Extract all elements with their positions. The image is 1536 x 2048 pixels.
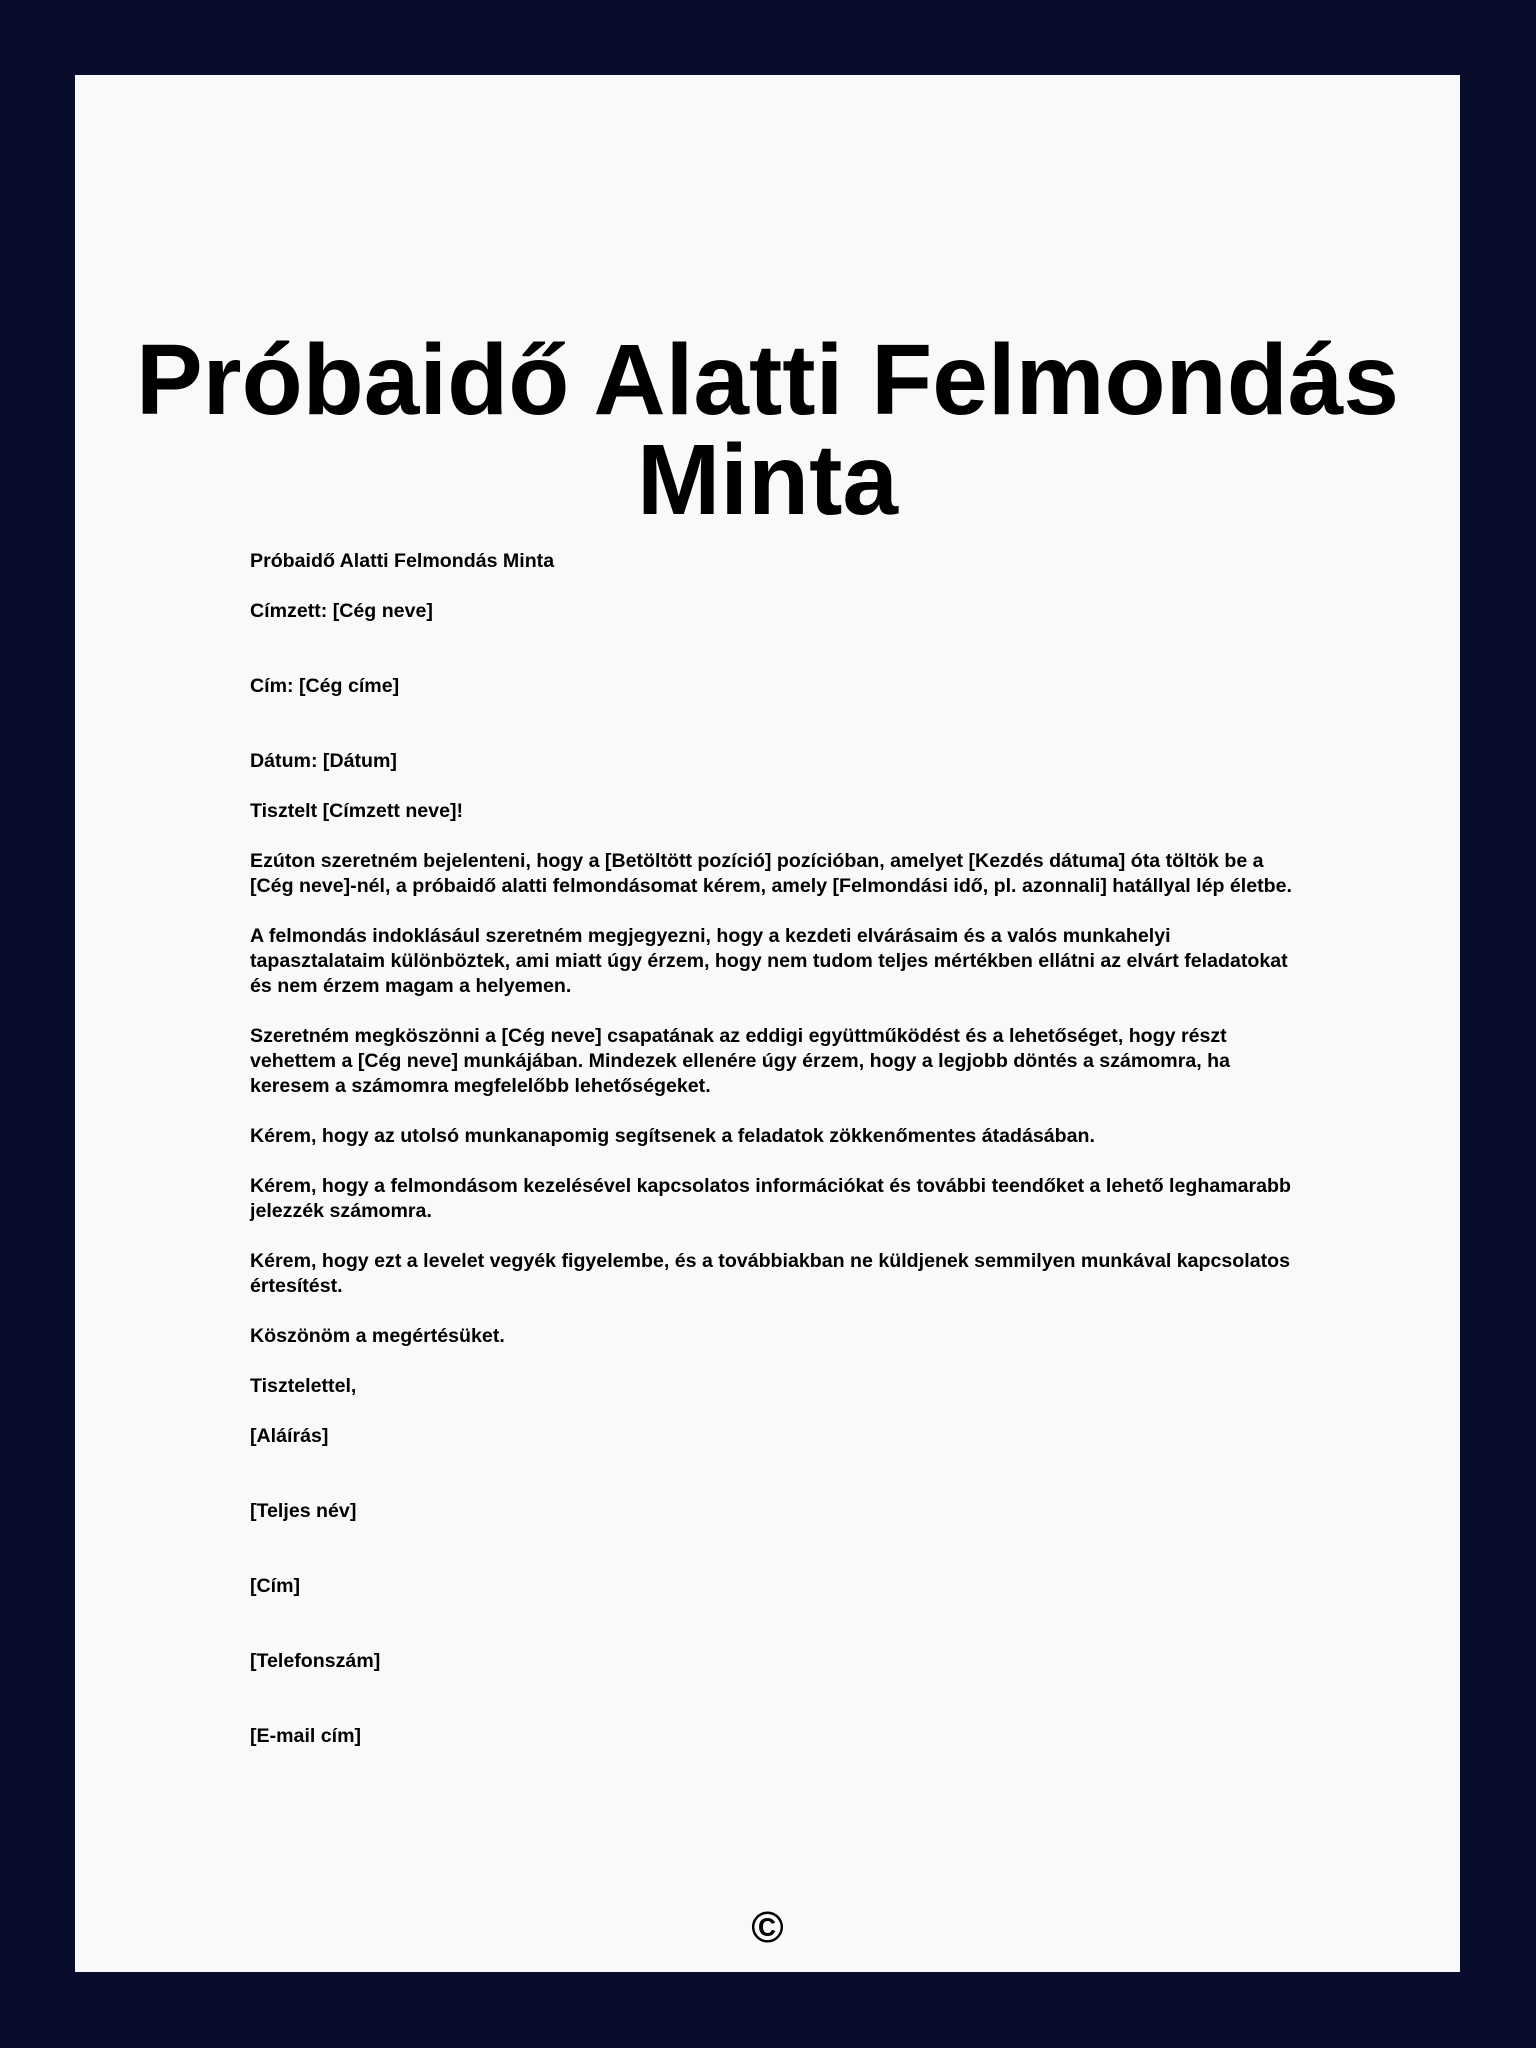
letter-paragraph: Köszönöm a megértésüket. [250, 1325, 505, 1347]
letter-paragraph: [Teljes név] [250, 1500, 357, 1522]
letter-paragraph: [Cím] [250, 1575, 301, 1597]
letter-paragraph: Kérem, hogy az utolsó munkanapomig segítsenek a feladatok zökkenőmentes átadásában. [250, 1125, 1095, 1147]
letter-paragraph: [Aláírás] [250, 1425, 329, 1447]
letter-paragraph: Ezúton szeretném bejelenteni, hogy a [Betöltött pozíció] pozícióban, amelyet [Kezdés dátuma] óta töltök be a [Cég neve]-nél, a próbaidő alatti felmondásomat kérem, amely [Felmondási idő, pl. azonnali] hatállyal lép életbe. [250, 850, 1292, 897]
letter-paragraph: Kérem, hogy ezt a levelet vegyék figyelembe, és a továbbiakban ne küldjenek semmilyen munkával kapcsolatos értesítést. [250, 1250, 1290, 1297]
letter-paragraph: [E-mail cím] [250, 1725, 362, 1747]
document-page [75, 75, 1460, 1972]
letter-paragraph: Tisztelettel, [250, 1375, 357, 1397]
letter-paragraph: Dátum: [Dátum] [250, 750, 397, 772]
copyright-symbol: © [751, 1903, 784, 1952]
letter-paragraph: Címzett: [Cég neve] [250, 600, 433, 622]
letter-paragraph: Cím: [Cég címe] [250, 675, 400, 697]
letter-paragraph: [Telefonszám] [250, 1650, 381, 1672]
letter-paragraph: A felmondás indoklásául szeretném megjegyezni, hogy a kezdeti elvárásaim és a valós munkahelyi tapasztalataim különböztek, ami miatt úgy érzem, hogy nem tudom teljes mértékben ellátni az elvárt feladatokat és nem érzem magam a helyemen. [250, 925, 1288, 997]
letter-paragraph: Szeretném megköszönni a [Cég neve] csapatának az eddigi együttműködést és a lehetőséget, hogy részt vehettem a [Cég neve] munkájában. Mindezek ellenére úgy érzem, hogy a legjobb döntés a számomra, ha keresem a számomra megfelelőbb lehetőségeket. [250, 1025, 1230, 1097]
letter-body [250, 549, 1295, 1774]
letter-paragraph: Tisztelt [Címzett neve]! [250, 800, 464, 822]
page-title: Próbaidő Alatti Felmondás Minta [135, 324, 1400, 536]
letter-paragraph: Kérem, hogy a felmondásom kezelésével kapcsolatos információkat és további teendőket a lehető leghamarabb jelezzék számomra. [250, 1175, 1291, 1222]
letter-paragraph: Próbaidő Alatti Felmondás Minta [250, 550, 555, 572]
